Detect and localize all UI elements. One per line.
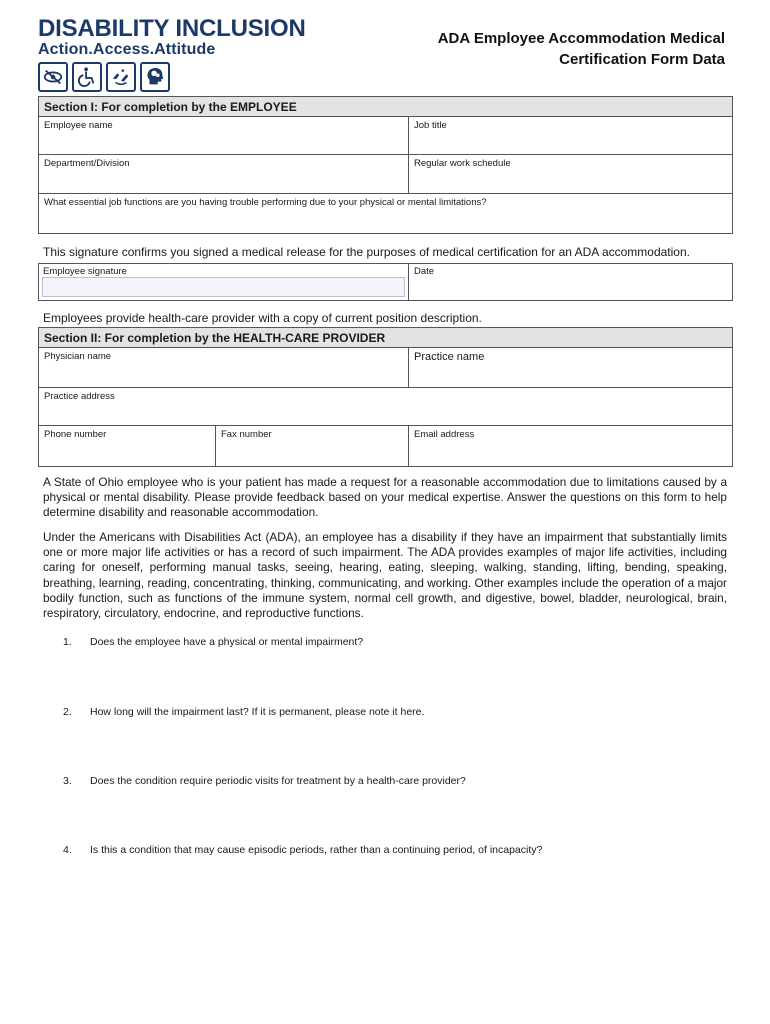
question-2-text: How long will the impairment last? If it is permanent, please note it here.	[90, 706, 425, 718]
physician-name-field[interactable]	[39, 348, 409, 387]
signature-row	[38, 263, 733, 301]
question-3-text: Does the condition require periodic visits for treatment by a health-care provider?	[90, 775, 466, 787]
disability-inclusion-logo	[38, 16, 308, 92]
logo-subtitle: Action.Access.Attitude	[38, 41, 216, 58]
department-label: Department/Division	[44, 158, 130, 169]
phone-number-field[interactable]	[39, 426, 216, 466]
section-2-provider	[38, 327, 733, 467]
phone-number-label: Phone number	[44, 429, 107, 440]
brain-head-icon	[140, 62, 170, 92]
section-1-employee	[38, 96, 733, 234]
date-label: Date	[414, 266, 435, 277]
employee-name-field[interactable]	[39, 117, 409, 154]
fax-number-field[interactable]	[216, 426, 409, 466]
document-title-line-2: Certification Form Data	[559, 51, 725, 68]
department-field[interactable]	[39, 155, 409, 193]
intro-paragraph: A State of Ohio employee who is your patient has made a request for a reasonable accommodation due to limitations caused by a physical or mental disability. Please provide feedback based on your medical expertise. Answer the questions on this form to help determine disability and reasonable accommodation.	[43, 475, 727, 520]
practice-name-field[interactable]	[409, 348, 732, 387]
section-2-header: Section II: For completion by the HEALTH-CARE PROVIDER	[39, 328, 732, 348]
sign-language-icon	[106, 62, 136, 92]
logo-title: DISABILITY INCLUSION	[38, 15, 306, 42]
low-vision-icon	[38, 62, 68, 92]
work-schedule-field[interactable]	[409, 155, 732, 193]
signature-input-area[interactable]	[42, 277, 405, 297]
essential-functions-field[interactable]	[39, 194, 732, 233]
signature-notice: This signature confirms you signed a medical release for the purposes of medical certification for an ADA accommodation.	[43, 245, 690, 259]
document-title-line-1: ADA Employee Accommodation Medical	[437, 30, 725, 47]
document-title	[365, 28, 725, 70]
practice-address-label: Practice address	[44, 391, 115, 402]
practice-address-field[interactable]	[39, 388, 732, 425]
practice-name-label: Practice name	[414, 351, 485, 363]
job-title-field[interactable]	[409, 117, 732, 154]
employee-signature-field[interactable]	[39, 264, 409, 300]
fax-number-label: Fax number	[221, 429, 272, 440]
physician-name-label: Physician name	[44, 351, 112, 362]
logo-icon-row	[38, 62, 308, 92]
question-1	[63, 636, 363, 648]
job-title-label: Job title	[414, 120, 447, 131]
date-field[interactable]	[409, 264, 732, 300]
question-2	[63, 706, 424, 718]
employee-signature-label: Employee signature	[43, 266, 127, 277]
wheelchair-icon	[72, 62, 102, 92]
question-1-text: Does the employee have a physical or mental impairment?	[90, 636, 364, 648]
question-4	[63, 844, 542, 856]
position-notice: Employees provide health-care provider with a copy of current position description.	[43, 311, 482, 325]
work-schedule-label: Regular work schedule	[414, 158, 511, 169]
section-1-header: Section I: For completion by the EMPLOYEE	[39, 97, 732, 117]
email-address-label: Email address	[414, 429, 475, 440]
email-address-field[interactable]	[409, 426, 732, 466]
question-2-number: 2.	[63, 706, 72, 718]
question-4-number: 4.	[63, 844, 72, 856]
question-3	[63, 775, 466, 787]
question-3-number: 3.	[63, 775, 72, 787]
employee-name-label: Employee name	[44, 120, 113, 131]
question-1-number: 1.	[63, 636, 72, 648]
question-4-text: Is this a condition that may cause episodic periods, rather than a continuing period, of incapacity?	[90, 844, 543, 856]
essential-functions-label: What essential job functions are you having trouble performing due to your physical or mental limitations?	[44, 197, 487, 208]
ada-definition-paragraph: Under the Americans with Disabilities Act (ADA), an employee has a disability if they have an impairment that substantially limits one or more major life activities or has a record of such impairment. The ADA provides examples of major life activities, including caring for oneself, performing manual tasks, seeing, hearing, eating, sleeping, walking, standing, lifting, bending, speaking, breathing, learning, reading, concentrating, thinking, communicating, and working. Other examples include the operation of a major bodily function, such as functions of the immune system, normal cell growth, and digestive, bowel, bladder, neurological, brain, respiratory, circulatory, endocrine, and reproductive functions.	[43, 530, 727, 621]
